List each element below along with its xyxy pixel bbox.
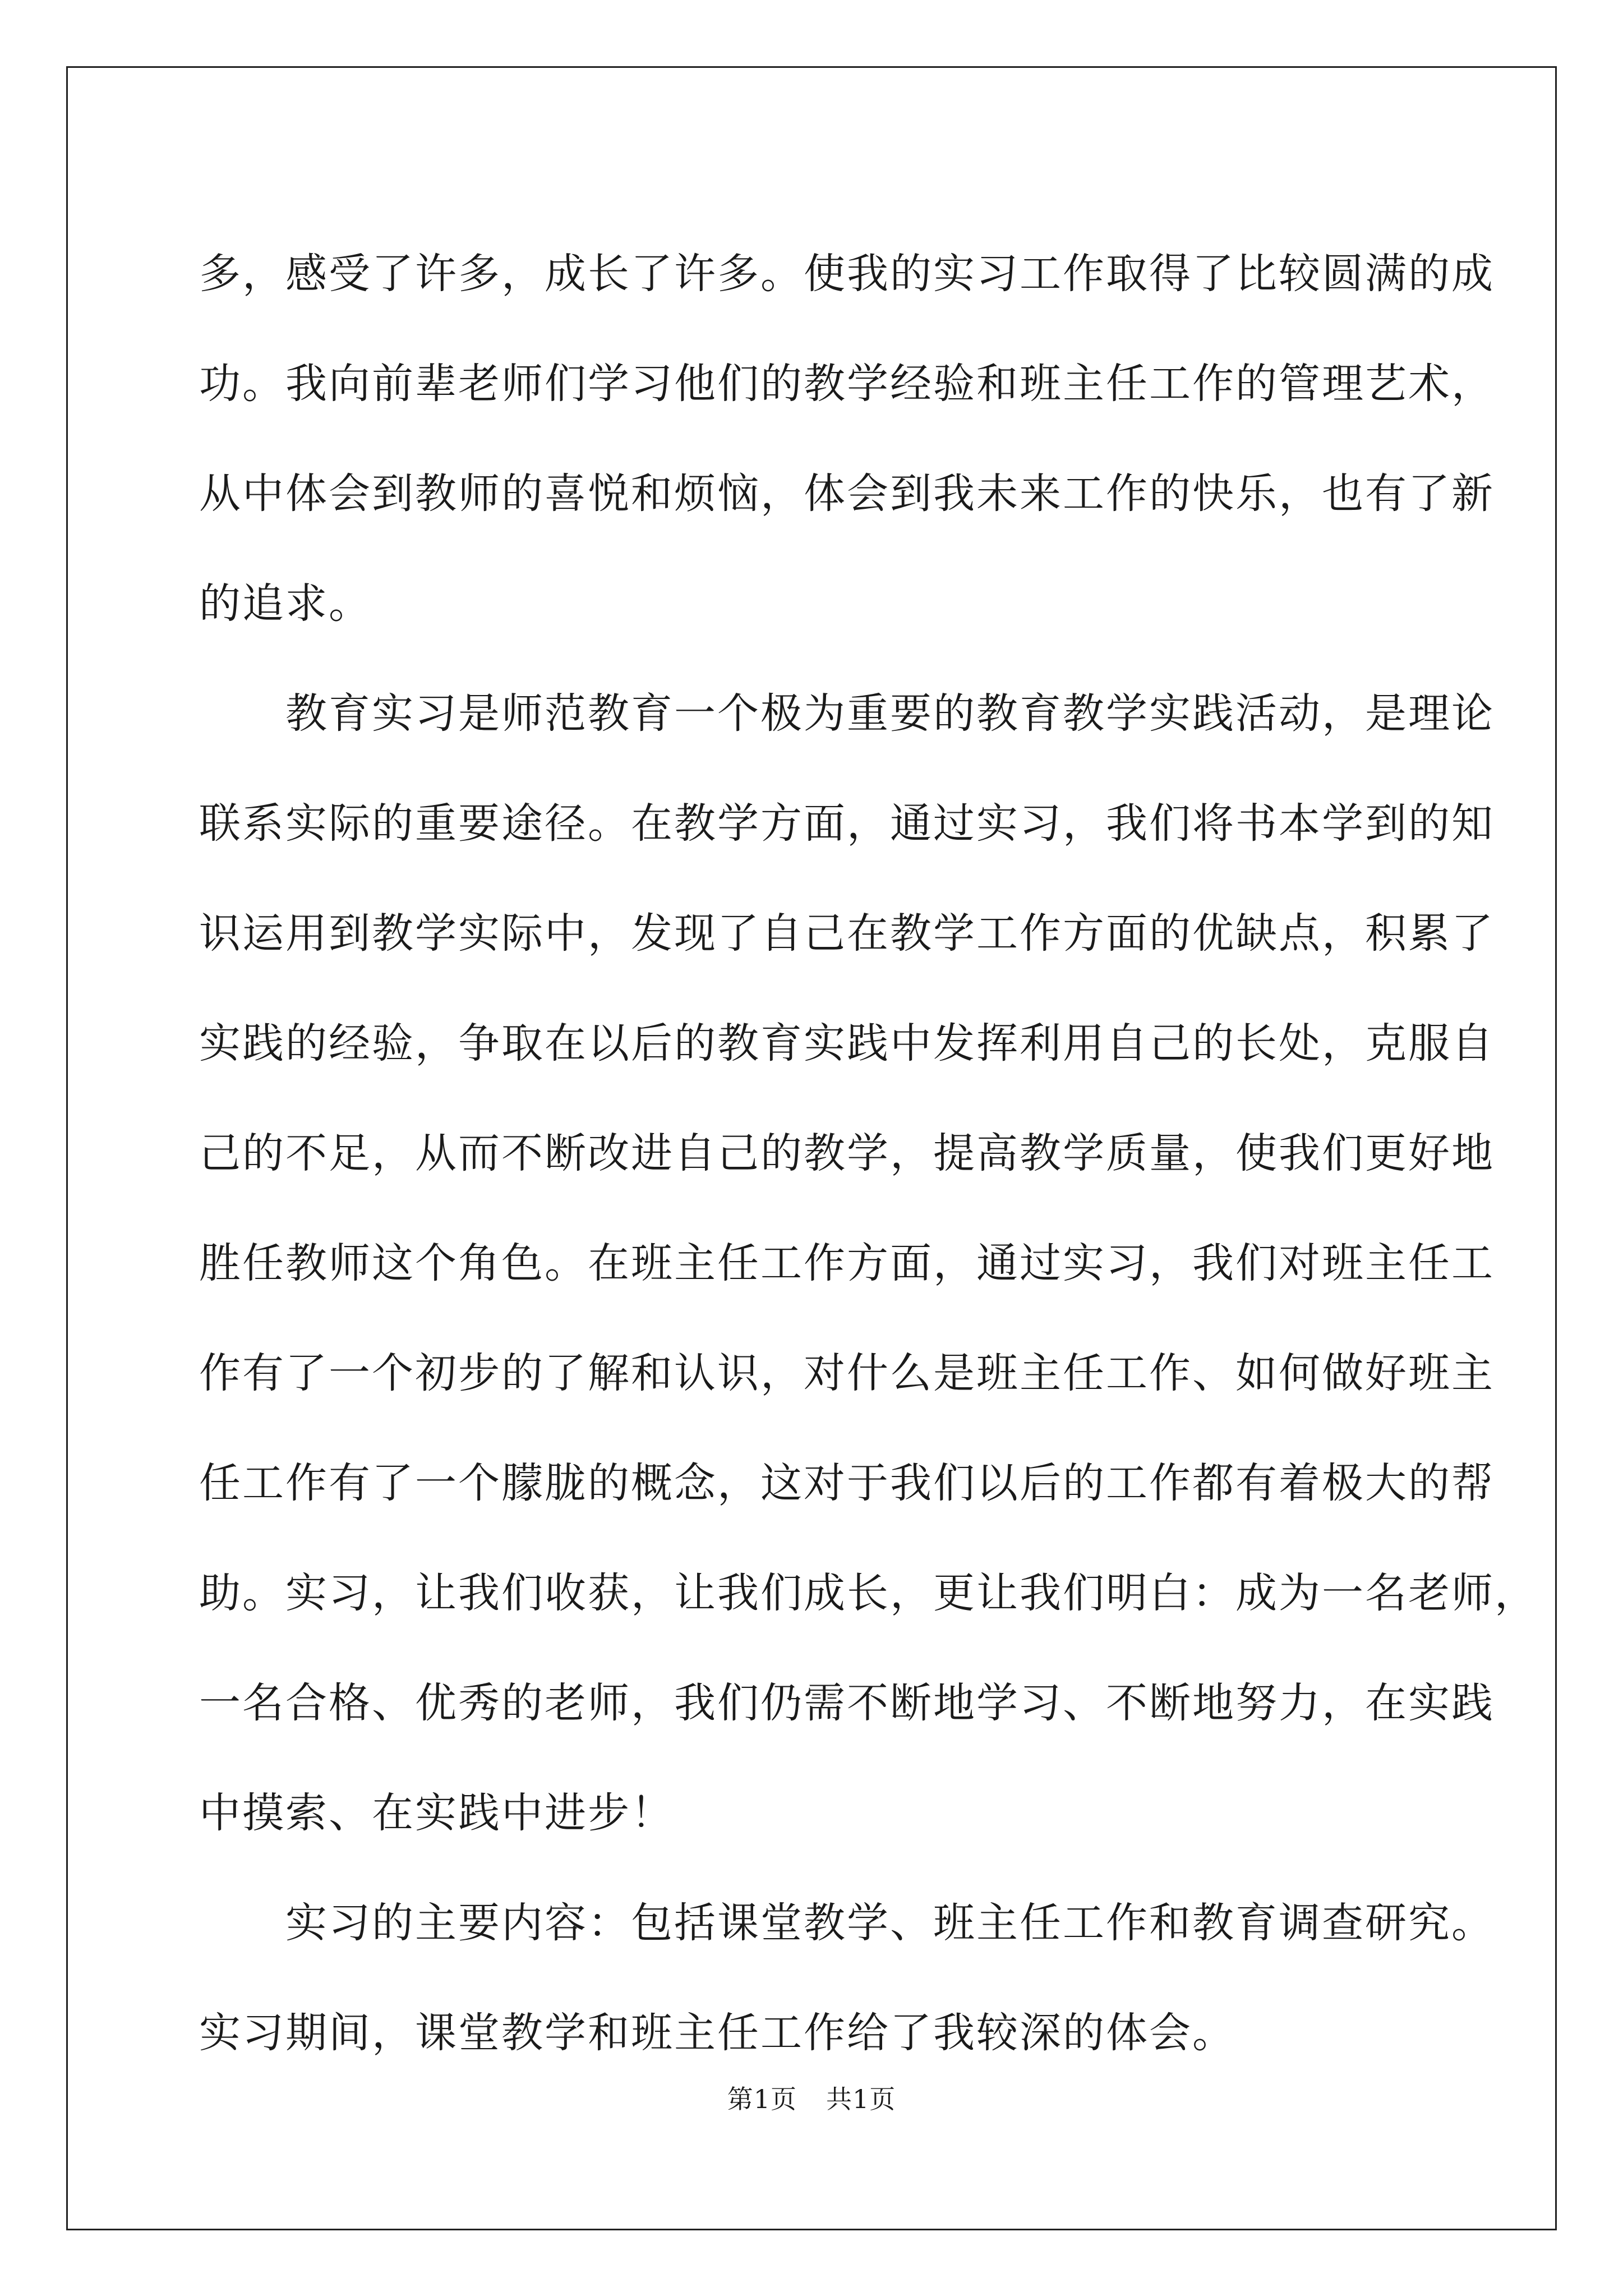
body-line: 作有了一个初步的了解和认识，对什么是班主任工作、如何做好班主	[199, 1349, 1495, 1397]
body-line: 中摸索、在实践中进步！	[199, 1789, 674, 1837]
document-body	[199, 219, 1538, 2088]
body-line: 多，感受了许多，成长了许多。使我的实习工作取得了比较圆满的成	[199, 250, 1495, 298]
body-line: 从中体会到教师的喜悦和烦恼，体会到我未来工作的快乐，也有了新	[199, 470, 1495, 518]
body-line: 实践的经验，争取在以后的教育实践中发挥利用自己的长处，克服自	[199, 1019, 1495, 1068]
body-line: 联系实际的重要途径。在教学方面，通过实习，我们将书本学到的知	[199, 799, 1495, 848]
page-total: 共1页	[826, 2084, 896, 2114]
page-number: 第1页	[727, 2084, 797, 2114]
body-line: 实习的主要内容：包括课堂教学、班主任工作和教育调查研究。	[199, 1899, 1495, 1947]
body-line: 一名合格、优秀的老师，我们仍需不断地学习、不断地努力，在实践	[199, 1679, 1495, 1727]
body-line: 胜任教师这个角色。在班主任工作方面，通过实习，我们对班主任工	[199, 1239, 1495, 1287]
page-footer	[0, 2079, 1623, 2116]
body-line: 的追求。	[199, 579, 372, 628]
body-line: 教育实习是师范教育一个极为重要的教育教学实践活动，是理论	[199, 689, 1495, 738]
body-line: 助。实习，让我们收获，让我们成长，更让我们明白：成为一名老师，	[199, 1569, 1538, 1617]
body-line: 功。我向前辈老师们学习他们的教学经验和班主任工作的管理艺术，	[199, 360, 1495, 408]
body-line: 任工作有了一个朦胧的概念，这对于我们以后的工作都有着极大的帮	[199, 1459, 1495, 1507]
body-line: 实习期间，课堂教学和班主任工作给了我较深的体会。	[199, 2009, 1235, 2057]
body-line: 己的不足，从而不断改进自己的教学，提高教学质量，使我们更好地	[199, 1129, 1495, 1177]
body-line: 识运用到教学实际中，发现了自己在教学工作方面的优缺点，积累了	[199, 909, 1495, 958]
